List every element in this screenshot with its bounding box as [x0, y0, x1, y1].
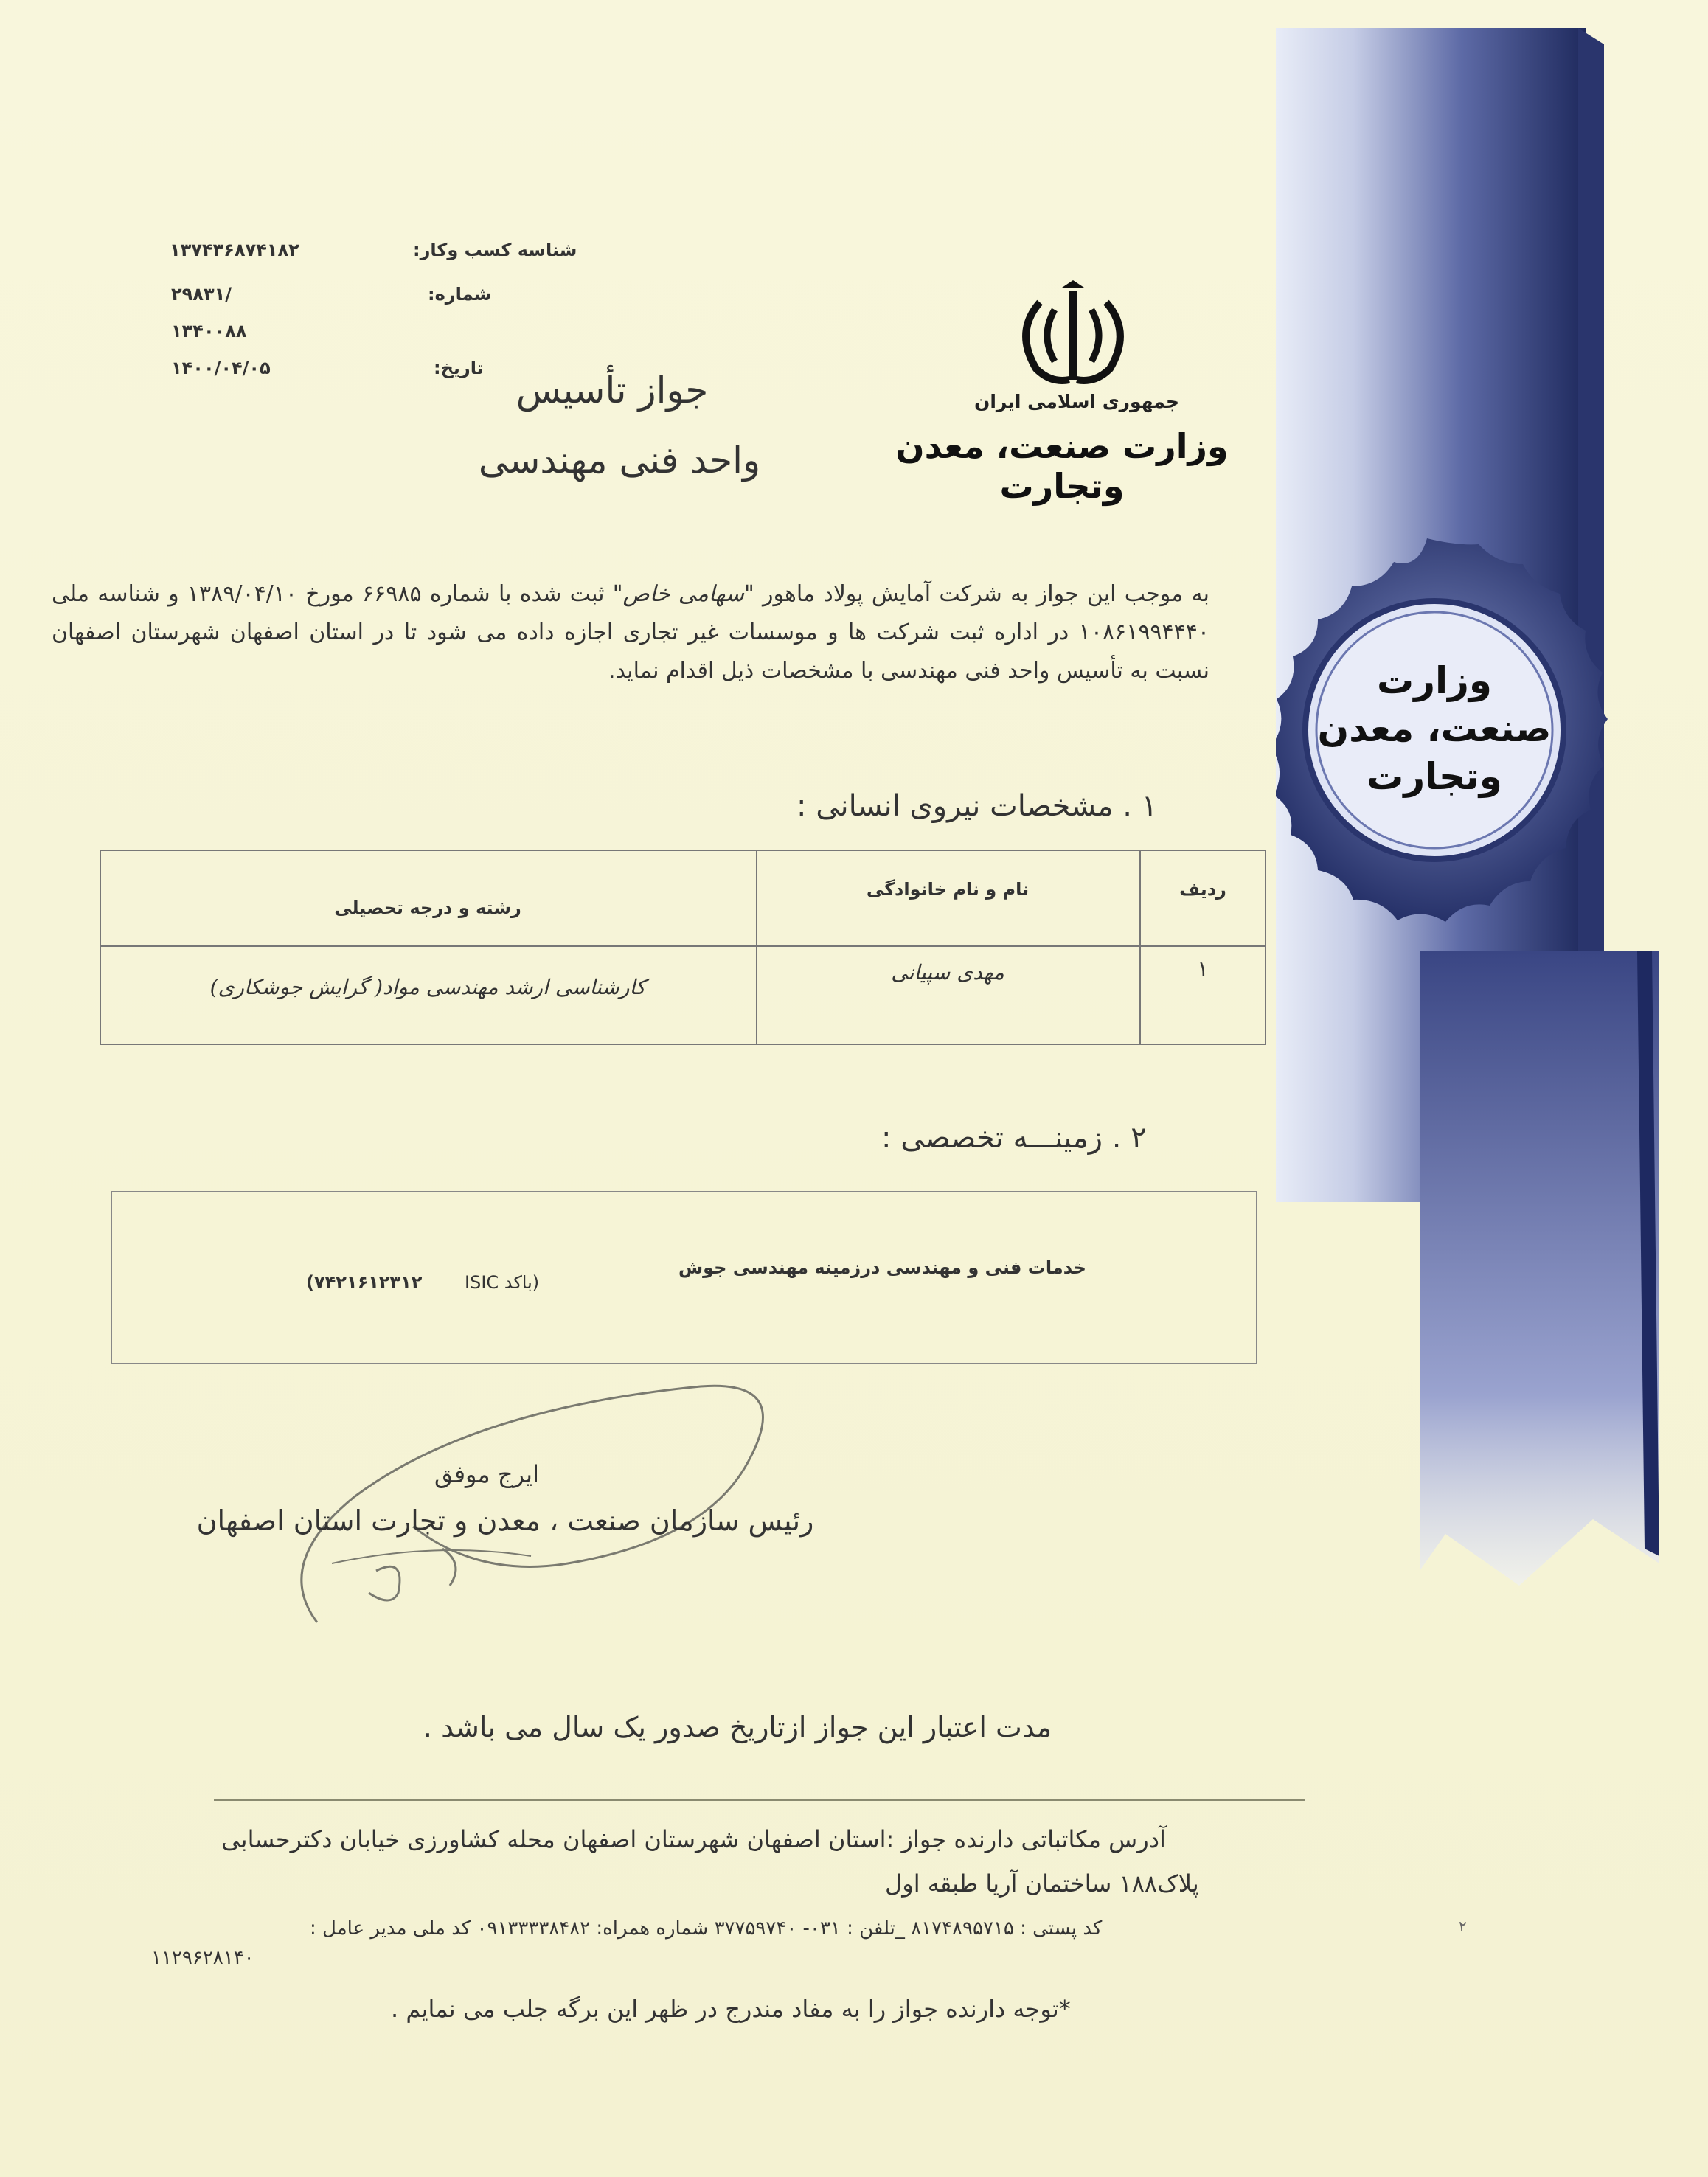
address-line-3: کد پستی : ۸۱۷۴۸۹۵۷۱۵ _تلفن : ۰۳۱- ۳۷۷۵۹۷۴۰ شماره همراه: ۰۹۱۳۳۳۳۸۴۸۲ کد ملی مدیر عامل : [310, 1917, 1103, 1940]
column-header-degree: رشته و درجه تحصیلی [334, 897, 521, 918]
license-body-text [52, 575, 1209, 690]
divider [214, 1799, 1305, 1801]
footer-note: *توجه دارنده جواز را به مفاد مندرج در ظهر این برگه جلب می نمایم . [391, 1995, 1071, 2023]
title-line-2: واحد فنی مهندسی [478, 439, 761, 482]
table-row-index: ۱ [1197, 956, 1209, 981]
title-line-1: جواز تأسیس [515, 369, 709, 412]
ribbon-seal-decoration [1276, 0, 1708, 2177]
ministry-name: وزارت صنعت، معدن وتجارت [895, 426, 1229, 506]
number-value-2: ۱۳۴۰۰۸۸ [171, 321, 247, 341]
number-label: شماره: [428, 284, 492, 305]
table-row-name: مهدی سپیانی [891, 960, 1004, 985]
manager-national-id: ۱۱۲۹۶۲۸۱۴۰ [151, 1947, 254, 1969]
iran-emblem-icon [1010, 280, 1136, 391]
seal-line-3: وتجارت [1367, 755, 1502, 798]
body-part-1: به موجب این جواز به شرکت آمایش پولاد ماهور " [743, 581, 1209, 607]
company-type: سهامی خاص [622, 581, 744, 607]
isic-code: ۷۴۲۱۶۱۲۳۱۲) [306, 1272, 423, 1293]
column-header-row: ردیف [1179, 879, 1226, 900]
section1-heading: ۱ . مشخصات نیروی انسانی : [796, 789, 1158, 823]
address-line-2: پلاک۱۸۸ ساختمان آریا طبقه اول [885, 1869, 1199, 1898]
seal-line-1: وزارت [1376, 659, 1493, 702]
number-value-1: ۲۹۸۳۱/ [171, 284, 232, 305]
business-id-value: ۱۳۷۴۳۶۸۷۴۱۸۲ [170, 240, 299, 260]
page-number: ۲ [1459, 1917, 1467, 1935]
section2-heading: ۲ . زمینـــه تخصصی : [881, 1121, 1147, 1155]
signer-title: رئیس سازمان صنعت ، معدن و تجارت استان اصفهان [196, 1504, 814, 1537]
date-label: تاریخ: [434, 358, 484, 378]
column-header-name: نام و نام خانوادگی [866, 879, 1030, 900]
business-id-label: شناسه کسب وکار: [413, 240, 577, 260]
republic-label: جمهوری اسلامی ایران [974, 391, 1179, 412]
body-part-2: " ثبت شده با شماره ۶۶۹۸۵ مورخ ۱۳۸۹/۰۴/۱۰ و شناسه ملی ۱۰۸۶۱۹۹۴۴۴۰ در اداره ثبت شرکت ها و موسسات غیر تجاری اجازه داده می شود تا در استان اصفهان شهرستان اصفهان نسبت به تأسیس واحد فنی مهندسی با مشخصات ذیل اقدام نماید. [52, 581, 1209, 684]
validity-statement: مدت اعتبار این جواز ازتاریخ صدور یک سال می باشد . [423, 1711, 1052, 1743]
address-line-1: آدرس مکاتباتی دارنده جواز :استان اصفهان شهرستان اصفهان محله کشاورزی خیابان دکترحسابی [221, 1825, 1166, 1853]
date-value: ۱۴۰۰/۰۴/۰۵ [171, 358, 271, 378]
signer-name: ایرج موفق [434, 1460, 539, 1488]
table-row-degree: کارشناسی ارشد مهندسی مواد( گرایش جوشکاری) [209, 975, 646, 999]
staff-table [100, 850, 1266, 1045]
specialty-service: خدمات فنی و مهندسی درزمینه مهندسی جوش [678, 1257, 1086, 1278]
seal-line-2: صنعت، معدن [1317, 707, 1552, 750]
isic-label: (باکد ISIC [465, 1272, 540, 1293]
